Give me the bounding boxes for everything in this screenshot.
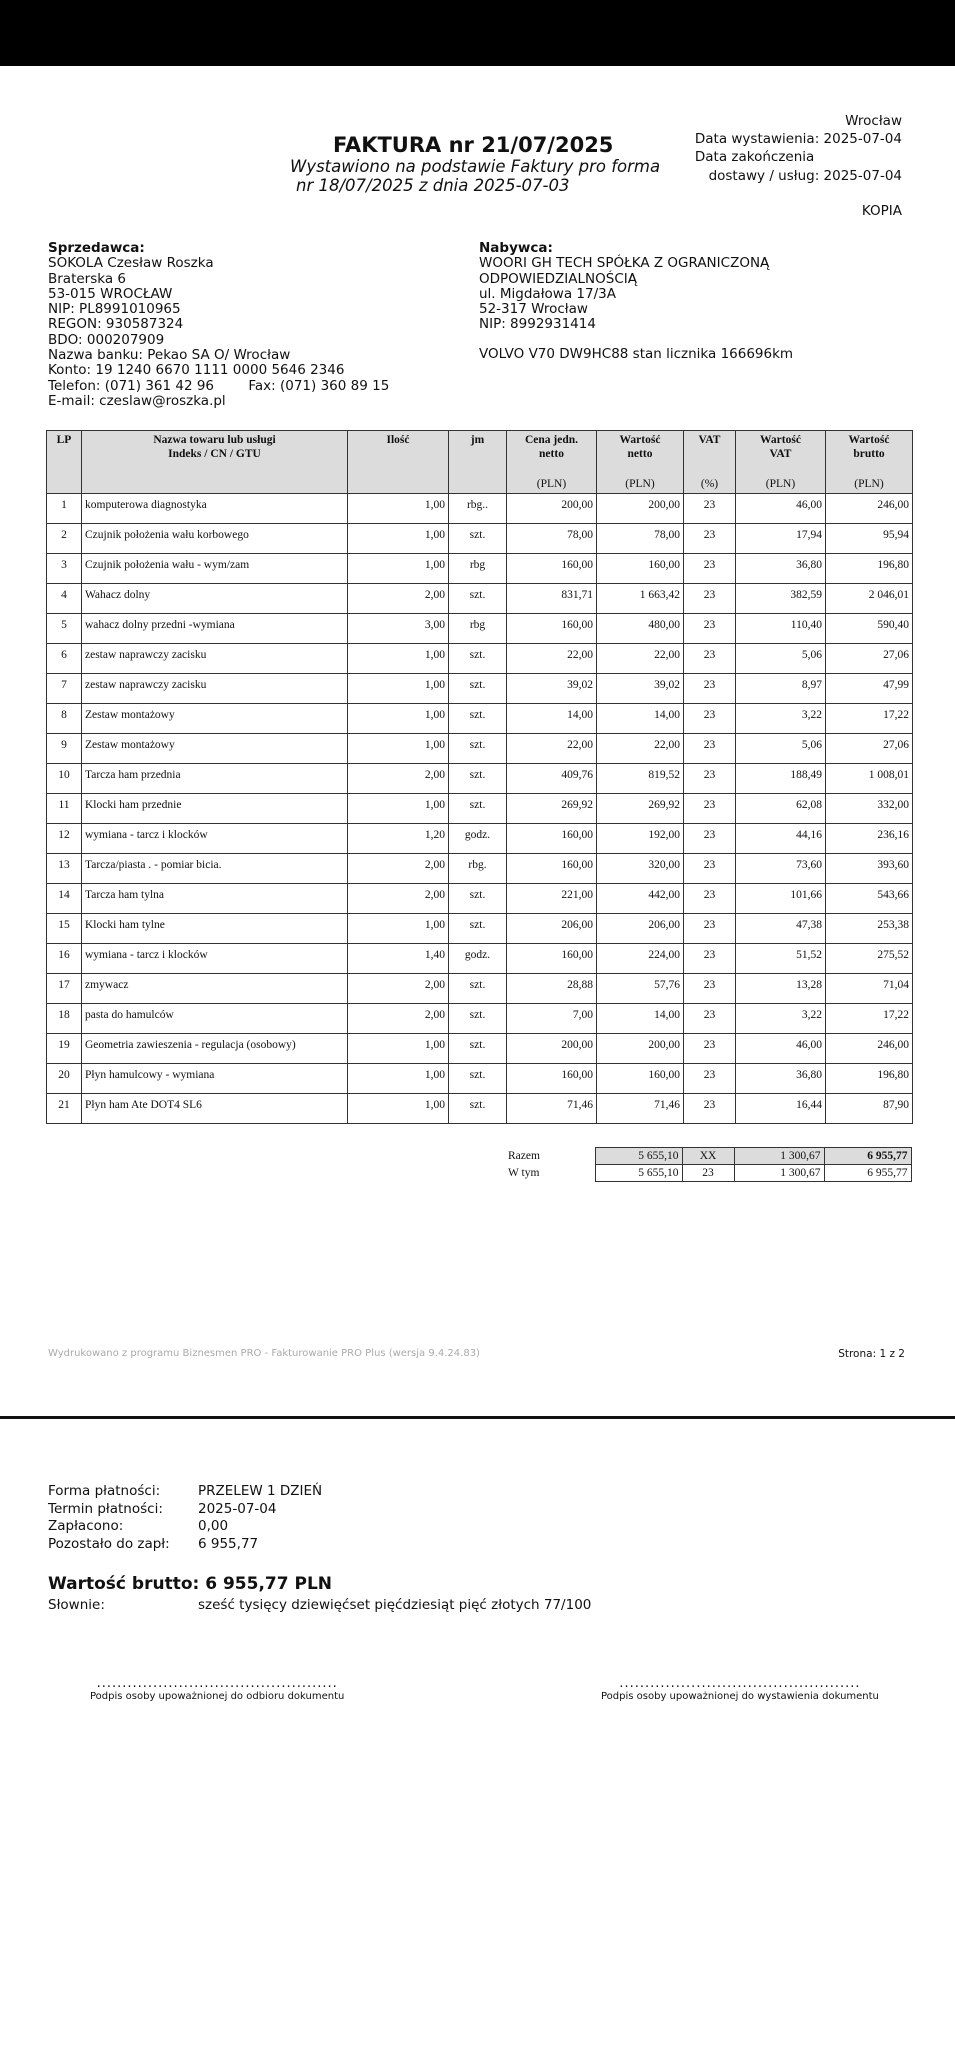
city: Wrocław <box>845 113 902 129</box>
row-net: 192,00 <box>597 824 684 854</box>
paid-label: Zapłacono: <box>48 1518 124 1534</box>
payment-form-label: Forma płatności: <box>48 1483 161 1499</box>
row-gross: 196,80 <box>826 554 913 584</box>
wtym-net: 5 655,10 <box>595 1165 682 1182</box>
row-vat: 23 <box>684 914 736 944</box>
row-vat-value: 382,59 <box>736 584 826 614</box>
seller-line: Nazwa banku: Pekao SA O/ Wrocław <box>48 347 291 364</box>
row-gross: 543,66 <box>826 884 913 914</box>
row-vat-value: 3,22 <box>736 1004 826 1034</box>
buyer-line: WOORI GH TECH SPÓŁKA Z OGRANICZONĄ <box>479 255 770 272</box>
row-price: 160,00 <box>507 1064 597 1094</box>
row-name: zestaw naprawczy zacisku <box>82 674 348 704</box>
row-name: Klocki ham przednie <box>82 794 348 824</box>
row-name: zestaw naprawczy zacisku <box>82 644 348 674</box>
row-unit: rbg.. <box>449 494 507 524</box>
row-name: zmywacz <box>82 974 348 1004</box>
row-vat: 23 <box>684 794 736 824</box>
row-lp: 18 <box>47 1004 82 1034</box>
row-qty: 1,40 <box>348 944 449 974</box>
col-lp: LP <box>47 431 82 494</box>
row-gross: 246,00 <box>826 1034 913 1064</box>
table-row <box>47 614 913 644</box>
buyer-line: ul. Migdałowa 17/3A <box>479 285 616 302</box>
row-gross: 71,04 <box>826 974 913 1004</box>
table-row <box>47 644 913 674</box>
row-gross: 393,60 <box>826 854 913 884</box>
signature-receiver-label: Podpis osoby upoważnionej do odbioru dokumentu <box>90 1691 345 1702</box>
row-unit: szt. <box>449 1094 507 1124</box>
signature-issuer <box>601 1676 879 1702</box>
table-row <box>47 944 913 974</box>
row-vat-value: 17,94 <box>736 524 826 554</box>
row-unit: szt. <box>449 764 507 794</box>
seller-line: E-mail: czeslaw@roszka.pl <box>48 392 226 409</box>
page-number: Strona: 1 z 2 <box>838 1348 905 1360</box>
paid-value: 0,00 <box>198 1518 229 1534</box>
col-name: Nazwa towaru lub usługi Indeks / CN / GTU <box>82 431 348 494</box>
row-vat-value: 8,97 <box>736 674 826 704</box>
row-lp: 5 <box>47 614 82 644</box>
row-vat: 23 <box>684 944 736 974</box>
table-row <box>47 1064 913 1094</box>
row-qty: 2,00 <box>348 1004 449 1034</box>
payment-due-value: 2025-07-04 <box>198 1500 277 1517</box>
gross-total: Wartość brutto: 6 955,77 PLN <box>48 1574 333 1594</box>
row-net: 269,92 <box>597 794 684 824</box>
amount-in-words <box>48 1597 591 1613</box>
row-vat: 23 <box>684 974 736 1004</box>
row-price: 160,00 <box>507 944 597 974</box>
row-price: 28,88 <box>507 974 597 1004</box>
row-net: 206,00 <box>597 914 684 944</box>
row-price: 831,71 <box>507 584 597 614</box>
row-gross: 27,06 <box>826 734 913 764</box>
row-vat-value: 51,52 <box>736 944 826 974</box>
table-row <box>47 1094 913 1124</box>
row-gross: 246,00 <box>826 494 913 524</box>
row-vat-value: 73,60 <box>736 854 826 884</box>
row-price: 78,00 <box>507 524 597 554</box>
subtitle-line-1: Wystawiono na podstawie Faktury pro forma <box>290 157 661 176</box>
seller-line: Braterska 6 <box>48 270 127 287</box>
row-net: 14,00 <box>597 1004 684 1034</box>
row-name: pasta do hamulców <box>82 1004 348 1034</box>
seller-line: NIP: PL8991010965 <box>48 301 181 318</box>
row-lp: 12 <box>47 824 82 854</box>
table-row <box>47 674 913 704</box>
row-vat-value: 188,49 <box>736 764 826 794</box>
row-price: 200,00 <box>507 494 597 524</box>
row-lp: 9 <box>47 734 82 764</box>
row-qty: 1,00 <box>348 704 449 734</box>
row-name: wymiana - tarcz i klocków <box>82 944 348 974</box>
row-unit: szt. <box>449 524 507 554</box>
row-lp: 10 <box>47 764 82 794</box>
row-unit: rbg <box>449 614 507 644</box>
table-row <box>47 764 913 794</box>
row-qty: 1,00 <box>348 914 449 944</box>
row-vat-value: 3,22 <box>736 704 826 734</box>
row-price: 200,00 <box>507 1034 597 1064</box>
row-lp: 4 <box>47 584 82 614</box>
row-name: Zestaw montażowy <box>82 704 348 734</box>
row-price: 160,00 <box>507 554 597 584</box>
row-vat-value: 101,66 <box>736 884 826 914</box>
words-label: Słownie: <box>48 1597 105 1613</box>
col-vat: VAT (%) <box>684 431 736 494</box>
row-name: Geometria zawieszenia - regulacja (osobowy) <box>82 1034 348 1064</box>
seller-line: BDO: 000207909 <box>48 331 165 348</box>
buyer-block <box>479 241 793 362</box>
row-vat-value: 44,16 <box>736 824 826 854</box>
row-price: 7,00 <box>507 1004 597 1034</box>
row-net: 200,00 <box>597 494 684 524</box>
invoice-subtitle <box>290 157 660 195</box>
row-unit: szt. <box>449 1004 507 1034</box>
row-vat: 23 <box>684 584 736 614</box>
row-qty: 1,00 <box>348 674 449 704</box>
wtym-label: W tym <box>508 1167 540 1179</box>
row-unit: szt. <box>449 734 507 764</box>
page-divider <box>0 1416 955 1419</box>
seller-label: Sprzedawca: <box>48 240 145 256</box>
totals-row-razem <box>505 1148 911 1165</box>
signature-line: ............................................... <box>619 1676 861 1691</box>
buyer-label: Nabywca: <box>479 240 553 256</box>
row-vat: 23 <box>684 884 736 914</box>
row-net: 480,00 <box>597 614 684 644</box>
row-qty: 1,00 <box>348 494 449 524</box>
row-unit: szt. <box>449 914 507 944</box>
row-name: Tarcza ham tylna <box>82 884 348 914</box>
items-table <box>46 430 913 1124</box>
row-price: 409,76 <box>507 764 597 794</box>
row-price: 22,00 <box>507 644 597 674</box>
row-price: 221,00 <box>507 884 597 914</box>
row-price: 206,00 <box>507 914 597 944</box>
table-row <box>47 734 913 764</box>
row-gross: 332,00 <box>826 794 913 824</box>
row-qty: 1,00 <box>348 554 449 584</box>
col-unit: jm <box>449 431 507 494</box>
col-price: Cena jedn. netto (PLN) <box>507 431 597 494</box>
copy-label: KOPIA <box>861 203 902 219</box>
row-name: Klocki ham tylne <box>82 914 348 944</box>
row-lp: 21 <box>47 1094 82 1124</box>
completion-label: Data zakończenia <box>694 149 815 166</box>
row-name: Płyn hamulcowy - wymiana <box>82 1064 348 1094</box>
row-lp: 1 <box>47 494 82 524</box>
row-vat-value: 36,80 <box>736 554 826 584</box>
row-net: 14,00 <box>597 704 684 734</box>
row-vat: 23 <box>684 614 736 644</box>
razem-vat: XX <box>682 1148 734 1165</box>
row-unit: godz. <box>449 824 507 854</box>
row-unit: szt. <box>449 704 507 734</box>
row-gross: 27,06 <box>826 644 913 674</box>
row-name: komputerowa diagnostyka <box>82 494 348 524</box>
row-gross: 253,38 <box>826 914 913 944</box>
row-net: 160,00 <box>597 554 684 584</box>
col-vat-value: Wartość VAT (PLN) <box>736 431 826 494</box>
table-row <box>47 554 913 584</box>
table-row <box>47 1034 913 1064</box>
row-qty: 1,00 <box>348 1094 449 1124</box>
wtym-vat: 23 <box>682 1165 734 1182</box>
row-vat-value: 36,80 <box>736 1064 826 1094</box>
table-row <box>47 584 913 614</box>
razem-net: 5 655,10 <box>595 1148 682 1165</box>
row-unit: szt. <box>449 584 507 614</box>
row-vat: 23 <box>684 644 736 674</box>
row-vat: 23 <box>684 854 736 884</box>
row-net: 78,00 <box>597 524 684 554</box>
row-vat: 23 <box>684 494 736 524</box>
row-qty: 2,00 <box>348 884 449 914</box>
row-vat: 23 <box>684 734 736 764</box>
row-lp: 13 <box>47 854 82 884</box>
row-unit: szt. <box>449 884 507 914</box>
razem-label: Razem <box>508 1150 540 1162</box>
row-net: 200,00 <box>597 1034 684 1064</box>
row-vat-value: 47,38 <box>736 914 826 944</box>
row-net: 320,00 <box>597 854 684 884</box>
printed-by-note: Wydrukowano z programu Biznesmen PRO - Fakturowanie PRO Plus (wersja 9.4.24.83) <box>48 1348 480 1359</box>
row-price: 22,00 <box>507 734 597 764</box>
buyer-line: NIP: 8992931414 <box>479 316 596 333</box>
row-net: 71,46 <box>597 1094 684 1124</box>
row-qty: 2,00 <box>348 584 449 614</box>
row-unit: szt. <box>449 974 507 1004</box>
row-qty: 1,20 <box>348 824 449 854</box>
table-row <box>47 884 913 914</box>
seller-line: REGON: 930587324 <box>48 316 184 333</box>
row-price: 39,02 <box>507 674 597 704</box>
row-qty: 3,00 <box>348 614 449 644</box>
row-vat-value: 16,44 <box>736 1094 826 1124</box>
row-net: 22,00 <box>597 734 684 764</box>
row-lp: 11 <box>47 794 82 824</box>
row-gross: 275,52 <box>826 944 913 974</box>
remaining-value: 6 955,77 <box>198 1535 259 1552</box>
row-vat-value: 110,40 <box>736 614 826 644</box>
row-unit: szt. <box>449 1064 507 1094</box>
row-vat: 23 <box>684 674 736 704</box>
row-name: wymiana - tarcz i klocków <box>82 824 348 854</box>
row-vat-value: 5,06 <box>736 734 826 764</box>
row-unit: szt. <box>449 644 507 674</box>
words-value: sześć tysięcy dziewięćset pięćdziesiąt pięć złotych 77/100 <box>198 1597 592 1613</box>
row-vat-value: 62,08 <box>736 794 826 824</box>
row-gross: 2 046,01 <box>826 584 913 614</box>
row-gross: 196,80 <box>826 1064 913 1094</box>
row-gross: 87,90 <box>826 1094 913 1124</box>
row-net: 22,00 <box>597 644 684 674</box>
table-row <box>47 794 913 824</box>
invoice-title: FAKTURA nr 21/07/2025 <box>333 133 614 157</box>
row-net: 442,00 <box>597 884 684 914</box>
col-gross: Wartość brutto (PLN) <box>826 431 913 494</box>
row-unit: rbg <box>449 554 507 584</box>
table-row <box>47 854 913 884</box>
row-vat: 23 <box>684 1004 736 1034</box>
row-lp: 3 <box>47 554 82 584</box>
row-qty: 1,00 <box>348 524 449 554</box>
row-unit: szt. <box>449 674 507 704</box>
row-vat: 23 <box>684 824 736 854</box>
subtitle-line-2: nr 18/07/2025 z dnia 2025-07-03 <box>296 176 570 195</box>
table-row <box>47 914 913 944</box>
row-price: 160,00 <box>507 854 597 884</box>
delivery-date: dostawy / usług: 2025-07-04 <box>708 167 902 184</box>
buyer-line: 52-317 Wrocław <box>479 301 588 318</box>
row-gross: 95,94 <box>826 524 913 554</box>
row-name: Czujnik położenia wału - wym/zam <box>82 554 348 584</box>
row-net: 39,02 <box>597 674 684 704</box>
row-lp: 15 <box>47 914 82 944</box>
row-qty: 2,00 <box>348 854 449 884</box>
row-gross: 17,22 <box>826 1004 913 1034</box>
signature-line: ............................................... <box>96 1676 338 1691</box>
signature-issuer-label: Podpis osoby upoważnionej do wystawienia dokumentu <box>601 1691 879 1702</box>
row-lp: 17 <box>47 974 82 1004</box>
razem-gross: 6 955,77 <box>824 1148 911 1165</box>
row-price: 14,00 <box>507 704 597 734</box>
row-vat-value: 46,00 <box>736 1034 826 1064</box>
wtym-gross: 6 955,77 <box>824 1165 911 1182</box>
seller-line: 53-015 WROCŁAW <box>48 285 173 302</box>
table-row <box>47 494 913 524</box>
row-lp: 6 <box>47 644 82 674</box>
col-qty: Ilość <box>348 431 449 494</box>
row-unit: rbg. <box>449 854 507 884</box>
row-vat: 23 <box>684 1064 736 1094</box>
col-net: Wartość netto (PLN) <box>597 431 684 494</box>
totals-table <box>505 1147 912 1182</box>
row-lp: 16 <box>47 944 82 974</box>
row-price: 71,46 <box>507 1094 597 1124</box>
row-lp: 8 <box>47 704 82 734</box>
totals-row-wtym <box>505 1165 911 1182</box>
row-vat: 23 <box>684 704 736 734</box>
row-qty: 1,00 <box>348 1064 449 1094</box>
row-unit: godz. <box>449 944 507 974</box>
table-row <box>47 524 913 554</box>
row-gross: 47,99 <box>826 674 913 704</box>
row-lp: 20 <box>47 1064 82 1094</box>
seller-block <box>48 241 389 409</box>
table-row <box>47 974 913 1004</box>
row-lp: 14 <box>47 884 82 914</box>
row-lp: 7 <box>47 674 82 704</box>
row-vat: 23 <box>684 1094 736 1124</box>
row-price: 269,92 <box>507 794 597 824</box>
row-name: Tarcza ham przednia <box>82 764 348 794</box>
wtym-vat-value: 1 300,67 <box>734 1165 824 1182</box>
seller-line: Konto: 19 1240 6670 1111 0000 5646 2346 <box>48 362 345 379</box>
top-black-bar <box>0 0 955 66</box>
row-gross: 236,16 <box>826 824 913 854</box>
row-vat: 23 <box>684 554 736 584</box>
table-header-row <box>47 431 913 494</box>
table-row <box>47 704 913 734</box>
payment-block <box>48 1483 322 1553</box>
dates-block <box>695 112 902 185</box>
row-vat-value: 46,00 <box>736 494 826 524</box>
row-name: Tarcza/piasta . - pomiar bicia. <box>82 854 348 884</box>
vehicle-info: VOLVO V70 DW9HC88 stan licznika 166696km <box>479 345 794 362</box>
row-qty: 1,00 <box>348 734 449 764</box>
row-qty: 2,00 <box>348 974 449 1004</box>
row-name: wahacz dolny przedni -wymiana <box>82 614 348 644</box>
row-gross: 1 008,01 <box>826 764 913 794</box>
row-name: Zestaw montażowy <box>82 734 348 764</box>
seller-line: Telefon: (071) 361 42 96 Fax: (071) 360 89 15 <box>48 377 390 394</box>
row-vat: 23 <box>684 524 736 554</box>
row-name: Wahacz dolny <box>82 584 348 614</box>
row-gross: 17,22 <box>826 704 913 734</box>
issue-date: Data wystawienia: 2025-07-04 <box>694 131 902 148</box>
row-net: 57,76 <box>597 974 684 1004</box>
table-row <box>47 1004 913 1034</box>
row-unit: szt. <box>449 1034 507 1064</box>
row-net: 160,00 <box>597 1064 684 1094</box>
row-net: 819,52 <box>597 764 684 794</box>
row-qty: 1,00 <box>348 1034 449 1064</box>
seller-line: SOKOLA Czesław Roszka <box>48 255 214 272</box>
row-qty: 2,00 <box>348 764 449 794</box>
row-vat-value: 5,06 <box>736 644 826 674</box>
row-price: 160,00 <box>507 614 597 644</box>
remaining-label: Pozostało do zapł: <box>48 1535 170 1552</box>
row-price: 160,00 <box>507 824 597 854</box>
row-vat: 23 <box>684 1034 736 1064</box>
row-net: 1 663,42 <box>597 584 684 614</box>
table-row <box>47 824 913 854</box>
row-lp: 2 <box>47 524 82 554</box>
buyer-line: ODPOWIEDZIALNOŚCIĄ <box>479 270 637 287</box>
row-gross: 590,40 <box>826 614 913 644</box>
payment-due-label: Termin płatności: <box>48 1500 163 1517</box>
row-qty: 1,00 <box>348 644 449 674</box>
razem-vat-value: 1 300,67 <box>734 1148 824 1165</box>
payment-form-value: PRZELEW 1 DZIEŃ <box>198 1483 323 1499</box>
row-qty: 1,00 <box>348 794 449 824</box>
row-unit: szt. <box>449 794 507 824</box>
row-name: Czujnik położenia wału korbowego <box>82 524 348 554</box>
row-vat-value: 13,28 <box>736 974 826 1004</box>
row-vat: 23 <box>684 764 736 794</box>
signature-receiver <box>90 1676 344 1702</box>
row-net: 224,00 <box>597 944 684 974</box>
row-name: Płyn ham Ate DOT4 SL6 <box>82 1094 348 1124</box>
row-lp: 19 <box>47 1034 82 1064</box>
